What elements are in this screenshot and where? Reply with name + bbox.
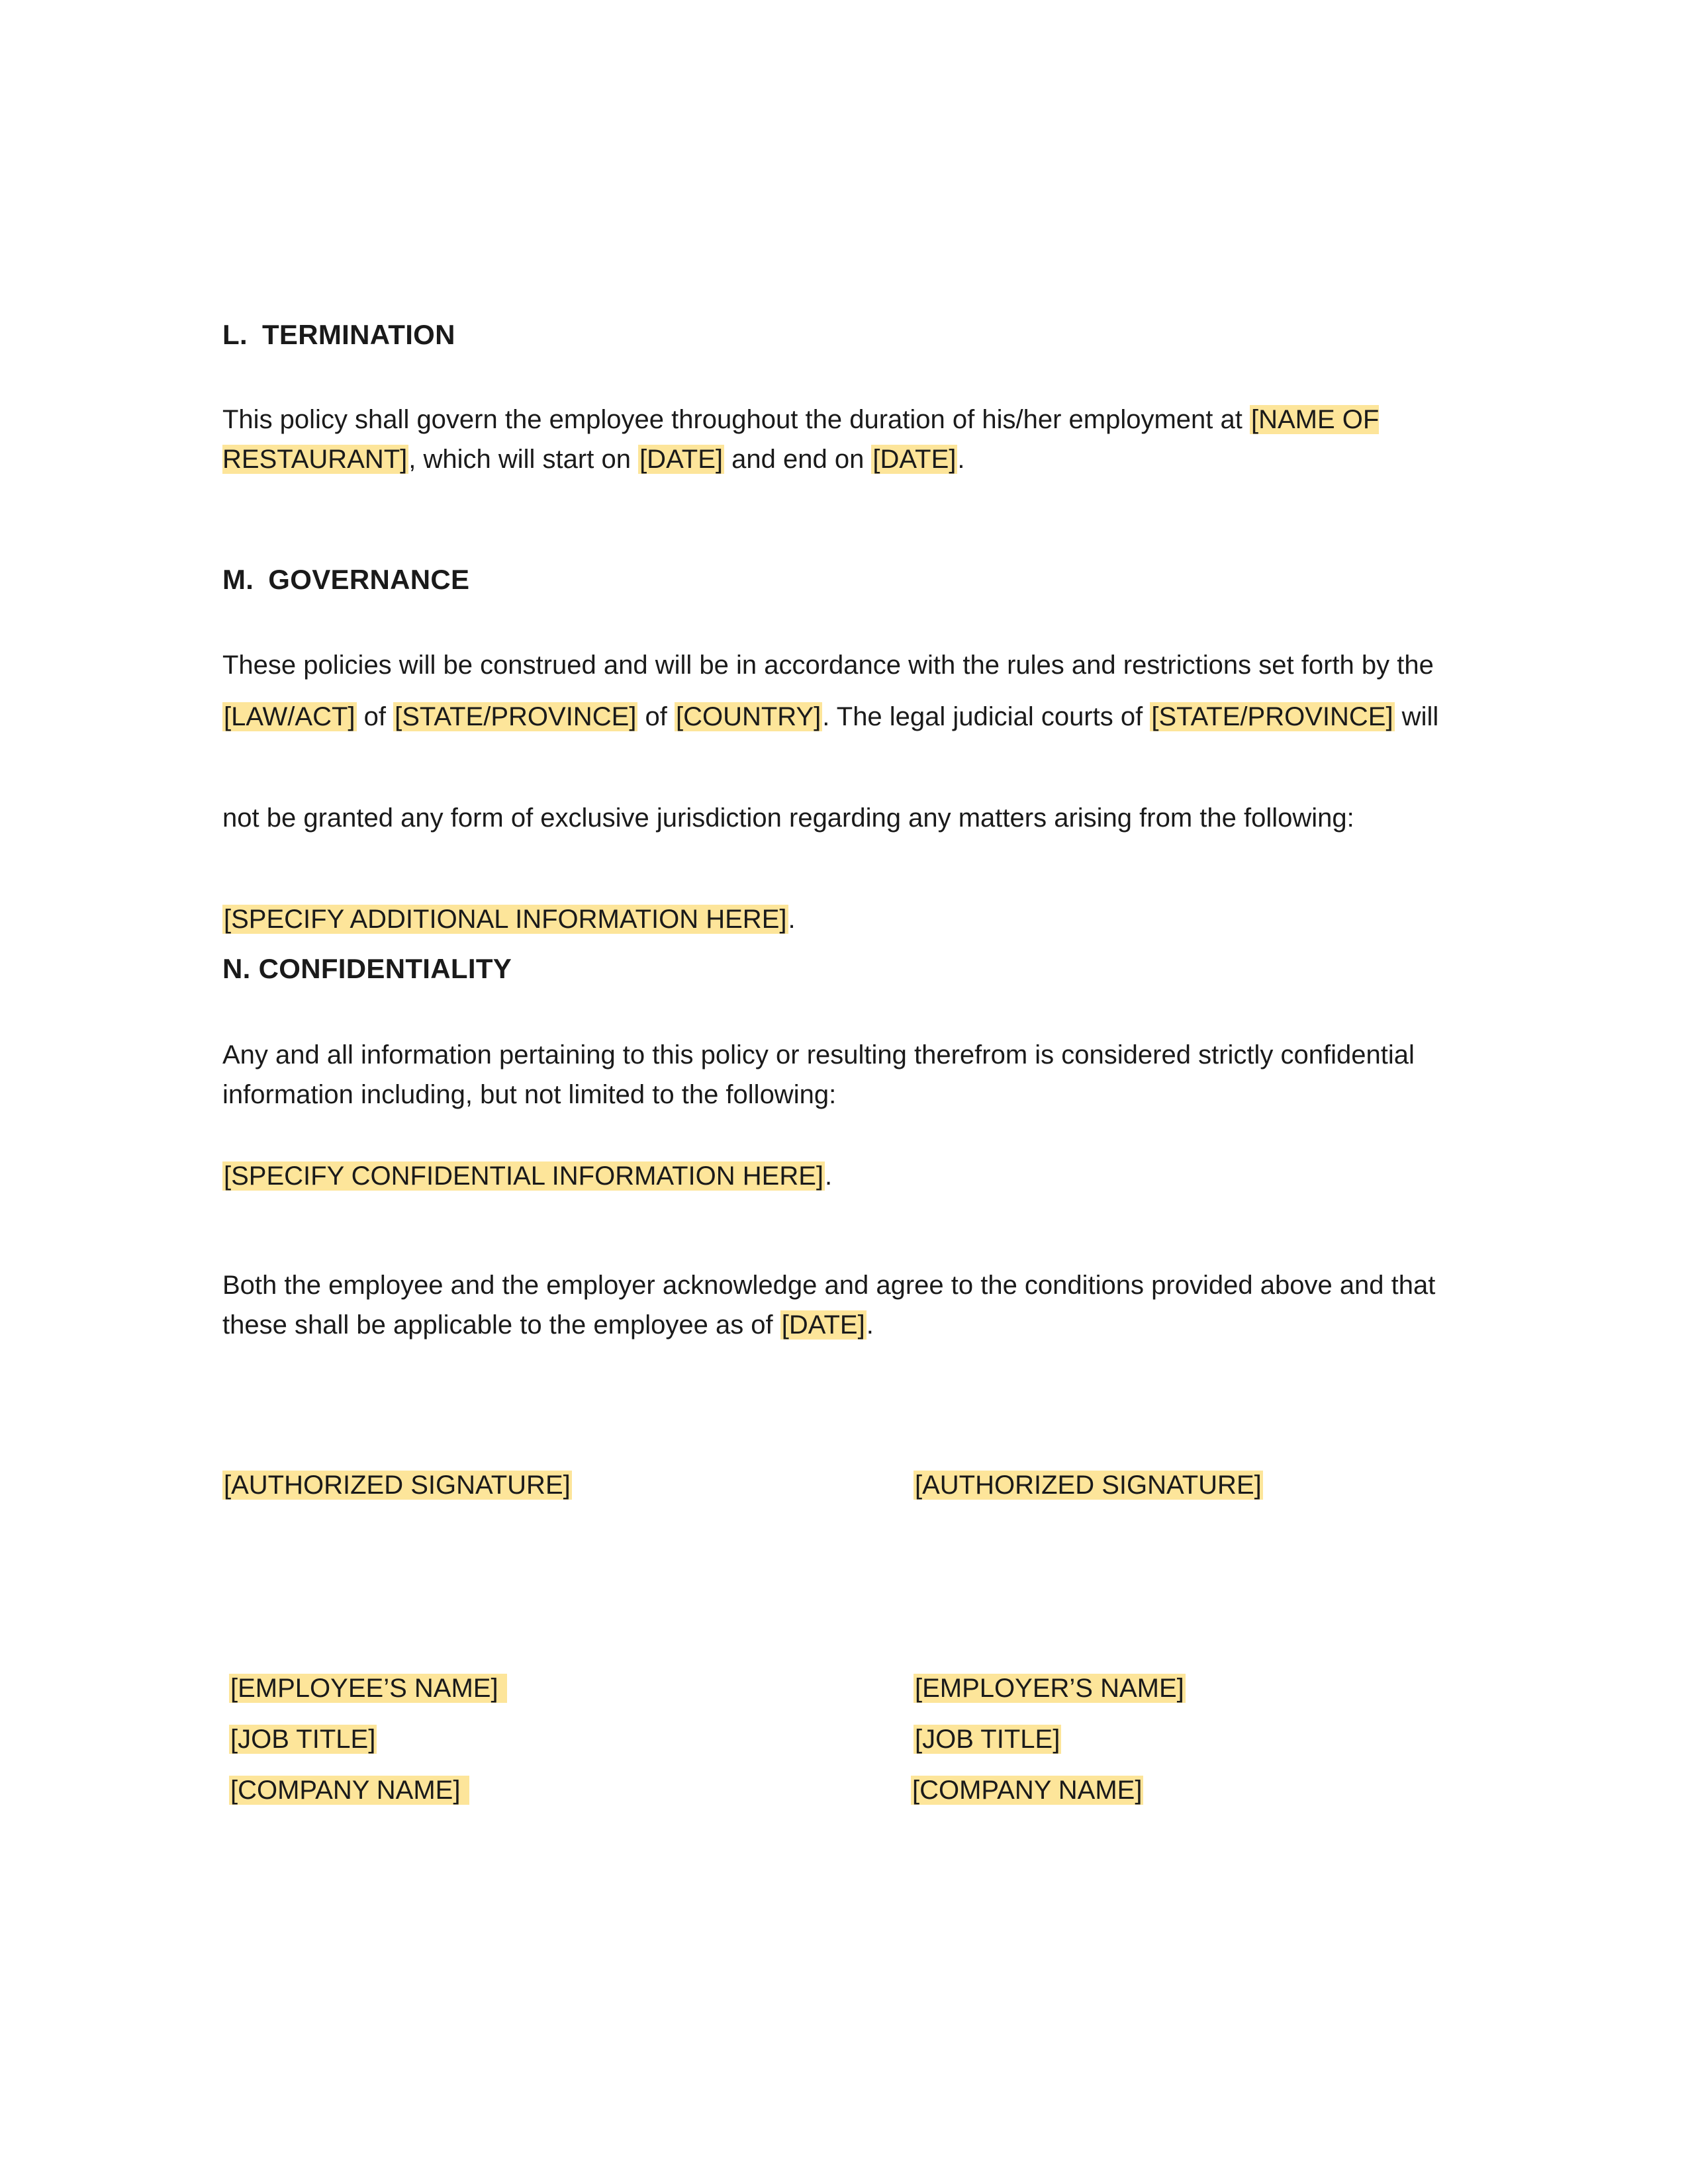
section-number: M. xyxy=(222,564,254,595)
paragraph-text: This policy shall govern the employee throughout the duration of his/her employment at xyxy=(222,405,1250,434)
placeholder-employer-name: [EMPLOYER’S NAME] xyxy=(915,1674,1184,1703)
paragraph-text: of xyxy=(637,702,675,731)
section-heading-termination xyxy=(222,319,455,351)
employer-name xyxy=(914,1670,1186,1707)
placeholder-start-date: [DATE] xyxy=(639,445,723,474)
employer-job-title xyxy=(914,1721,1061,1758)
governance-line-1: These policies will be construed and will be in accordance with the rules and restrictions set forth by the xyxy=(222,651,1434,680)
employee-job-title xyxy=(229,1721,377,1758)
placeholder-signature: [AUTHORIZED SIGNATURE] xyxy=(224,1471,571,1500)
acknowledgement-paragraph xyxy=(222,1265,1493,1345)
left-authorized-signature xyxy=(222,1467,572,1504)
section-heading-governance xyxy=(222,564,469,596)
placeholder-employee-name: [EMPLOYEE’S NAME] xyxy=(230,1674,506,1703)
confidentiality-paragraph: Any and all information pertaining to this policy or resulting therefrom is considered strictly confidential information including, but not limited to the following: xyxy=(222,1040,1415,1109)
placeholder-country: [COUNTRY] xyxy=(675,702,821,731)
section-heading-confidentiality xyxy=(222,953,512,985)
paragraph-text: . xyxy=(866,1310,874,1340)
paragraph-text: Both the employee and the employer acknowledge and agree to the conditions provided above and that these shall be applicable to the employee as of xyxy=(222,1271,1436,1340)
placeholder-law-act: [LAW/ACT] xyxy=(224,702,355,731)
section-title: CONFIDENTIALITY xyxy=(258,953,512,984)
section-number: L. xyxy=(222,319,248,350)
placeholder-state-province: [STATE/PROVINCE] xyxy=(395,702,637,731)
paragraph-text: . The legal judicial courts of xyxy=(822,702,1150,731)
paragraph-text: and end on xyxy=(724,445,872,474)
placeholder-end-date: [DATE] xyxy=(872,445,957,474)
placeholder-job-title: [JOB TITLE] xyxy=(230,1725,376,1754)
placeholder-date: [DATE] xyxy=(781,1310,865,1340)
placeholder-additional-info: [SPECIFY ADDITIONAL INFORMATION HERE] xyxy=(224,905,787,934)
paragraph-text: will xyxy=(1394,702,1439,731)
placeholder-company-name: [COMPANY NAME] xyxy=(912,1776,1143,1805)
section-title: GOVERNANCE xyxy=(268,564,470,595)
section-title: TERMINATION xyxy=(261,319,455,350)
placeholder-job-title: [JOB TITLE] xyxy=(915,1725,1060,1754)
paragraph-text: . xyxy=(825,1161,833,1191)
governance-additional-info xyxy=(222,899,796,939)
right-authorized-signature xyxy=(914,1467,1263,1504)
confidentiality-info-line xyxy=(222,1156,832,1196)
paragraph-text: of xyxy=(356,702,394,731)
paragraph-text: . xyxy=(788,905,796,934)
placeholder-confidential-info: [SPECIFY CONFIDENTIAL INFORMATION HERE] xyxy=(224,1161,824,1191)
paragraph-text: . xyxy=(957,445,965,474)
employee-company-name xyxy=(229,1772,469,1809)
paragraph-text: , which will start on xyxy=(408,445,639,474)
section-number: N. xyxy=(222,953,251,984)
termination-paragraph xyxy=(222,400,1493,479)
governance-line-2 xyxy=(222,697,1438,737)
placeholder-signature: [AUTHORIZED SIGNATURE] xyxy=(915,1471,1262,1500)
employee-name xyxy=(229,1670,507,1707)
placeholder-state-province: [STATE/PROVINCE] xyxy=(1151,702,1393,731)
employer-company-name xyxy=(911,1772,1143,1809)
placeholder-company-name: [COMPANY NAME] xyxy=(230,1776,468,1805)
governance-line-3: not be granted any form of exclusive jurisdiction regarding any matters arising from the following: xyxy=(222,803,1354,833)
placeholder-restaurant-name: [NAME OF RESTAURANT] xyxy=(222,405,1380,474)
